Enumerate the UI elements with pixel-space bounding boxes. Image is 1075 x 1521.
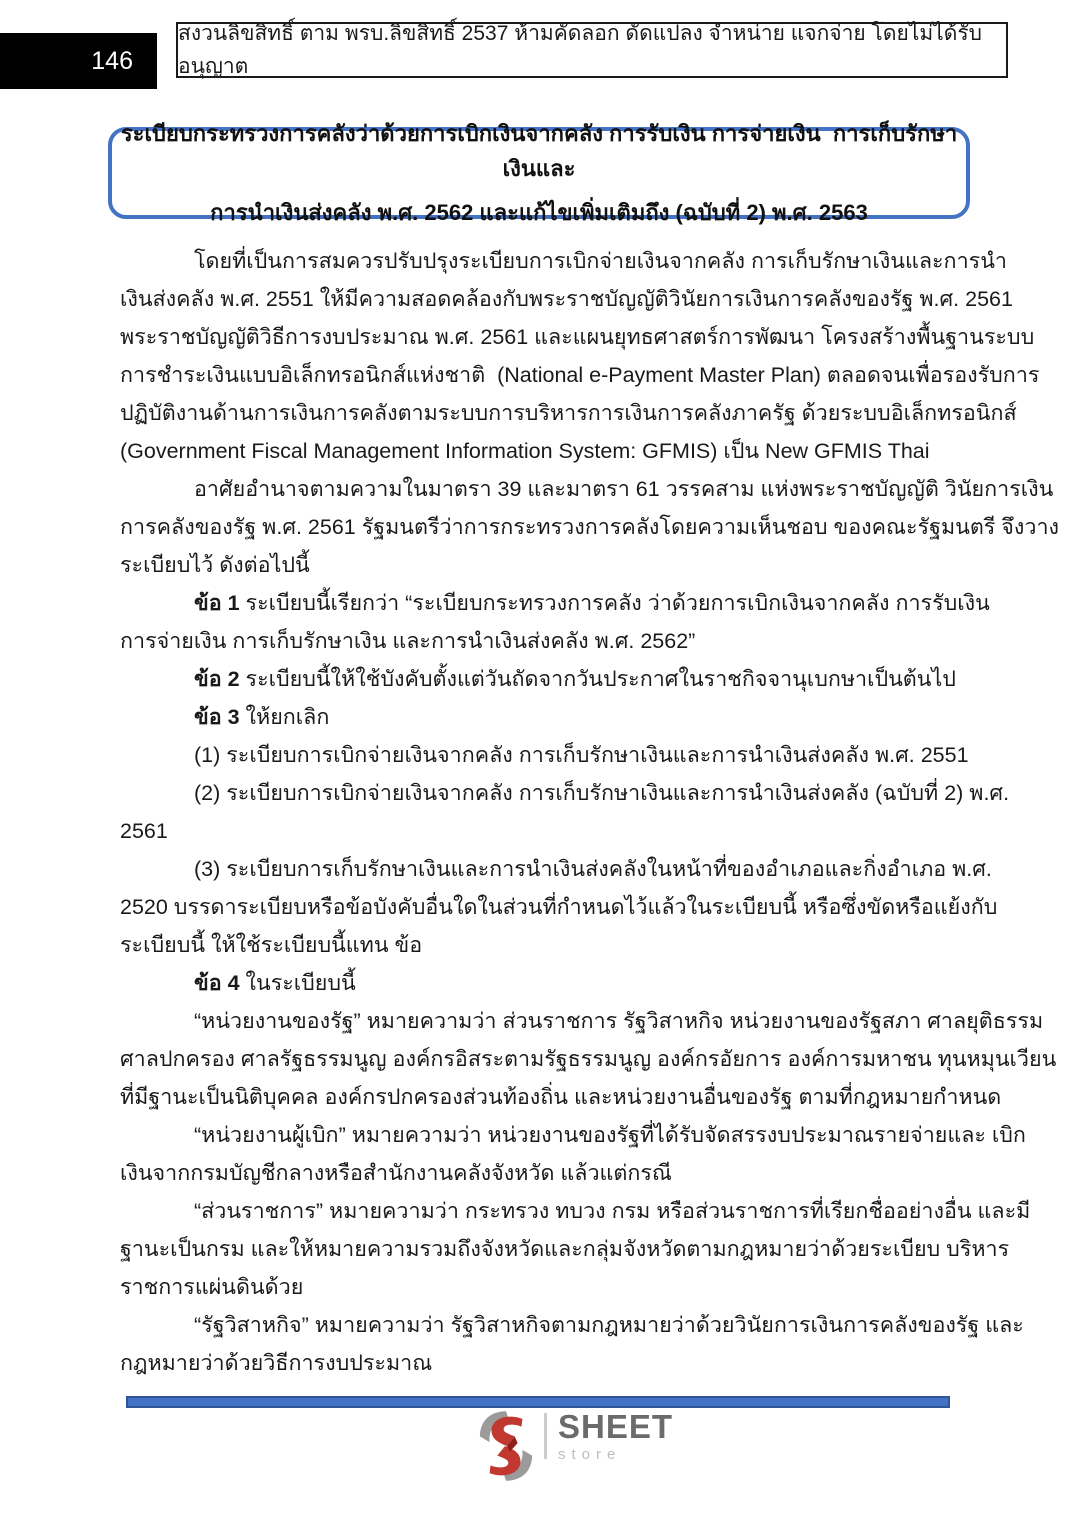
body-line: (2) ระเบียบการเบิกจ่ายเงินจากคลัง การเก็บรักษาเงินและการนำเงินส่งคลัง (ฉบับที่ 2) พ.ศ. [194, 781, 1010, 805]
body-line: 2520 บรรดาระเบียบหรือข้อบังคับอื่นใดในส่วนที่กำหนดไว้แล้วในระเบียบนี้ หรือซึ่งขัดหรือแย้งกับ [120, 895, 998, 919]
document-title-box [108, 121, 970, 225]
body-line: (1) ระเบียบการเบิกจ่ายเงินจากคลัง การเก็บรักษาเงินและการนำเงินส่งคลัง พ.ศ. 2551 [194, 743, 969, 767]
page-number: 146 [91, 46, 133, 75]
body-line: (Government Fiscal Management Information System: GFMIS) เป็น New GFMIS Thai [120, 439, 930, 463]
body-line: กฎหมายว่าด้วยวิธีการงบประมาณ [120, 1351, 433, 1375]
footer-divider-bar [126, 1396, 950, 1408]
body-line: “หน่วยงานของรัฐ” หมายความว่า ส่วนราชการ รัฐวิสาหกิจ หน่วยงานของรัฐสภา ศาลยุติธรรม [194, 1009, 1044, 1033]
body-line: ข้อ 4 ในระเบียบนี้ [194, 971, 356, 995]
body-line: ข้อ 3 ให้ยกเลิก [194, 705, 330, 729]
clause-number: ข้อ 1 [194, 591, 240, 615]
body-line: “หน่วยงานผู้เบิก” หมายความว่า หน่วยงานของรัฐที่ได้รับจัดสรรงบประมาณรายจ่ายและ เบิก [194, 1123, 1026, 1147]
body-line: ราชการแผ่นดินด้วย [120, 1275, 304, 1299]
body-line: 2561 [120, 819, 168, 843]
body-line: เงินจากกรมบัญชีกลางหรือสำนักงานคลังจังหวัด แล้วแต่กรณี [120, 1161, 672, 1185]
body-line: ระเบียบไว้ ดังต่อไปนี้ [120, 553, 310, 577]
page-number-box [0, 33, 157, 89]
body-line: อาศัยอำนาจตามความในมาตรา 39 และมาตรา 61 วรรคสาม แห่งพระราชบัญญัติ วินัยการเงิน [194, 477, 1054, 501]
body-line: ปฏิบัติงานด้านการเงินการคลังตามระบบการบริหารการเงินการคลังภาครัฐ ด้วยระบบอิเล็กทรอนิกส์ [120, 401, 1017, 425]
body-line: ระเบียบนี้ ให้ใช้ระเบียบนี้แทน ข้อ [120, 933, 423, 957]
body-line: การจ่ายเงิน การเก็บรักษาเงิน และการนำเงินส่งคลัง พ.ศ. 2562” [120, 629, 696, 653]
body-line: ฐานะเป็นกรม และให้หมายความรวมถึงจังหวัดและกลุ่มจังหวัดตามกฎหมายว่าด้วยระเบียบ บริหาร [120, 1237, 1010, 1261]
logo-divider [544, 1413, 547, 1459]
body-line: “ส่วนราชการ” หมายความว่า กระทรวง ทบวง กรม หรือส่วนราชการที่เรียกชื่ออย่างอื่น และมี [194, 1199, 1031, 1223]
body-line: ศาลปกครอง ศาลรัฐธรรมนูญ องค์กรอิสระตามรัฐธรรมนูญ องค์กรอัยการ องค์การมหาชน ทุนหมุนเวียน [120, 1047, 1057, 1071]
document-title-line2: การนำเงินส่งคลัง พ.ศ. 2562 และแก้ไขเพิ่มเติมถึง (ฉบับที่ 2) พ.ศ. 2563 [210, 200, 868, 225]
copyright-text: สงวนลิขสิทธิ์ ตาม พรบ.ลิขสิทธิ์ 2537 ห้ามคัดลอก ดัดแปลง จำหน่าย แจกจ่าย โดยไม่ได้รับอนุญาต [178, 22, 982, 78]
body-line: การชำระเงินแบบอิเล็กทรอนิกส์แห่งชาติ (National e-Payment Master Plan) ตลอดจนเพื่อรองรับการ [120, 363, 1040, 387]
document-title-line1: ระเบียบกระทรวงการคลังว่าด้วยการเบิกเงินจากคลัง การรับเงิน การจ่ายเงิน การเก็บรักษาเงินและ [120, 121, 958, 181]
sheet-store-logo-icon [477, 1410, 535, 1482]
body-line: “รัฐวิสาหกิจ” หมายความว่า รัฐวิสาหกิจตามกฎหมายว่าด้วยวินัยการเงินการคลังของรัฐ และ [194, 1313, 1024, 1337]
body-line: ที่มีฐานะเป็นนิติบุคคล องค์กรปกครองส่วนท้องถิ่น และหน่วยงานอื่นของรัฐ ตามที่กฎหมายกำหนด [120, 1085, 1002, 1109]
body-line: พระราชบัญญัติวิธีการงบประมาณ พ.ศ. 2561 และแผนยุทธศาสตร์การพัฒนา โครงสร้างพื้นฐานระบบ [120, 325, 1035, 349]
sheet-store-logo [477, 1410, 673, 1482]
logo-sub-text: store [558, 1446, 622, 1463]
clause-number: ข้อ 3 [194, 705, 240, 729]
document-body [120, 242, 1060, 1382]
body-line: ข้อ 2 ระเบียบนี้ให้ใช้บังคับตั้งแต่วันถัดจากวันประกาศในราชกิจจานุเบกษาเป็นต้นไป [194, 667, 956, 691]
body-line: ข้อ 1 ระเบียบนี้เรียกว่า “ระเบียบกระทรวงการคลัง ว่าด้วยการเบิกเงินจากคลัง การรับเงิน [194, 591, 990, 615]
clause-number: ข้อ 4 [194, 971, 240, 995]
body-line: การคลังของรัฐ พ.ศ. 2561 รัฐมนตรีว่าการกระทรวงการคลังโดยความเห็นชอบ ของคณะรัฐมนตรี จึงวาง [120, 515, 1060, 539]
clause-number: ข้อ 2 [194, 667, 240, 691]
copyright-notice-box [176, 22, 1008, 78]
body-line: (3) ระเบียบการเก็บรักษาเงินและการนำเงินส่งคลังในหน้าที่ของอำเภอและกิ่งอำเภอ พ.ศ. [194, 857, 992, 881]
body-line: โดยที่เป็นการสมควรปรับปรุงระเบียบการเบิกจ่ายเงินจากคลัง การเก็บรักษาเงินและการนำ [194, 249, 1007, 273]
logo-name-text: SHEET [558, 1408, 674, 1445]
body-line: เงินส่งคลัง พ.ศ. 2551 ให้มีความสอดคล้องกับพระราชบัญญัติวินัยการเงินการคลังของรัฐ พ.ศ. 2561 [120, 287, 1013, 311]
